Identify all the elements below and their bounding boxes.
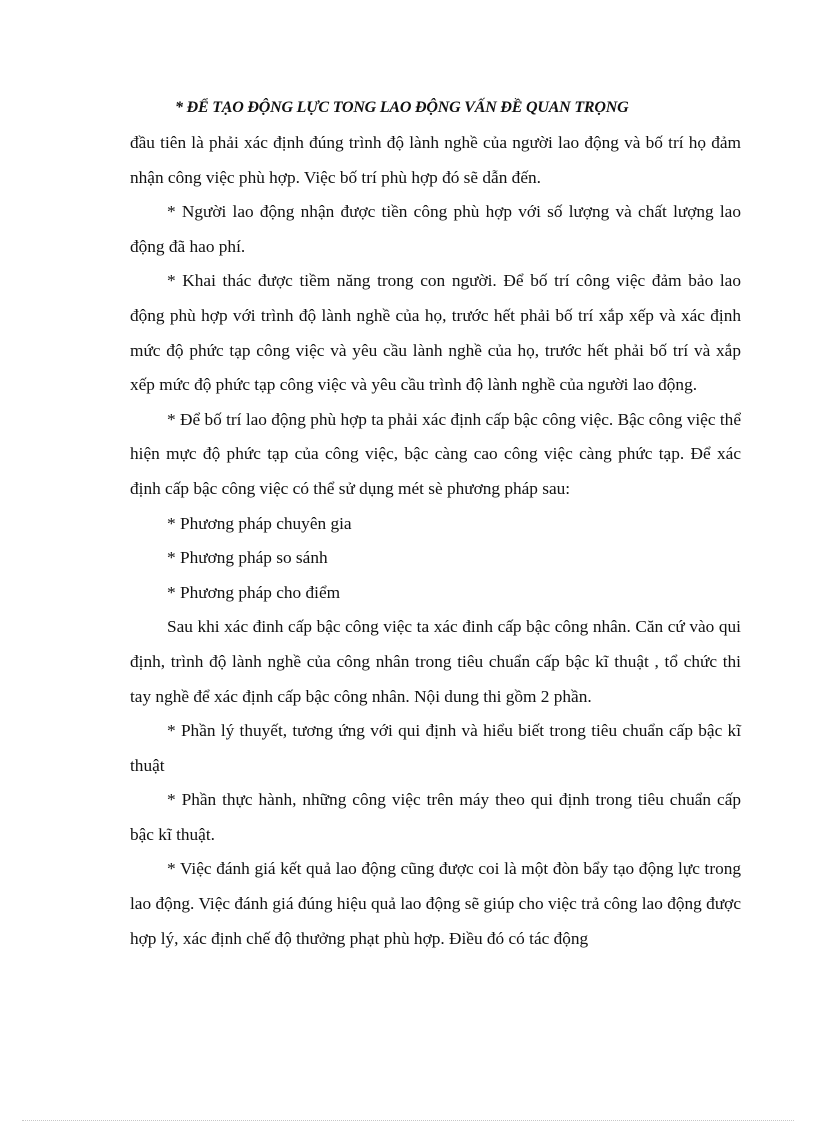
paragraph-theory-part: * Phần lý thuyết, tương ứng với qui định và hiểu biết trong tiêu chuẩn cấp bậc kĩ thuật	[130, 721, 741, 775]
list-item-scoring-method: * Phương pháp cho điểm	[167, 582, 341, 602]
paragraph-practice-part: * Phần thực hành, những công việc trên máy theo qui định trong tiêu chuẩn cấp bậc kĩ thuật.	[130, 790, 741, 844]
paragraph-potential: * Khai thác được tiềm năng trong con người. Để bố trí công việc đảm bảo lao động phù hợp với trình độ lành nghề của họ, trước hết phải bố trí xắp xếp và xác định mức độ phức tạp công việc và yêu cầu lành nghề của họ, trước hết phải bố trí và xắp xếp mức độ phức tạp công việc và yêu cầu trình độ lành nghề của người lao động.	[130, 271, 741, 395]
list-item-comparison-method: * Phương pháp so sánh	[167, 548, 328, 568]
paragraph-job-grade: * Để bố trí lao động phù hợp ta phải xác định cấp bậc công việc. Bậc công việc thể hiện mực độ phức tạp của công việc, bậc càng cao công việc càng phức tạp. Để xác định cấp bậc công việc có thể sử dụng mét sè phương pháp sau:	[130, 409, 741, 498]
list-item-expert-method: * Phương pháp chuyên gia	[167, 513, 352, 533]
paragraph-worker-grade: Sau khi xác đinh cấp bậc công việc ta xác đinh cấp bậc công nhân. Căn cứ vào qui định, trình độ lành nghề của công nhân trong tiêu chuẩn cấp bậc kĩ thuật , tổ chức thi tay nghề để xác định cấp bậc công nhân. Nội dung thi gồm 2 phần.	[130, 617, 741, 706]
paragraph-evaluation: * Việc đánh giá kết quả lao động cũng được coi là một đòn bẩy tạo động lực trong lao động. Việc đánh giá đúng hiệu quả lao động sẽ giúp cho việc trả công lao động được hợp lý, xác định chế độ thưởng phạt phù hợp. Điều đó có tác động	[130, 859, 741, 948]
paragraph-wages: * Người lao động nhận được tiền công phù hợp với số lượng và chất lượng lao động đã hao phí.	[130, 202, 741, 256]
body-text	[130, 126, 741, 956]
section-heading: * ĐỂ TẠO ĐỘNG LỰC TONG LAO ĐỘNG VẤN ĐỀ QUAN TRỌNG	[175, 99, 629, 116]
page-bottom-divider	[22, 1120, 794, 1121]
paragraph-intro: đầu tiên là phải xác định đúng trình độ lành nghề của người lao động và bố trí họ đảm nhận công việc phù hợp. Việc bố trí phù hợp đó sẽ dẫn đến.	[130, 133, 741, 187]
